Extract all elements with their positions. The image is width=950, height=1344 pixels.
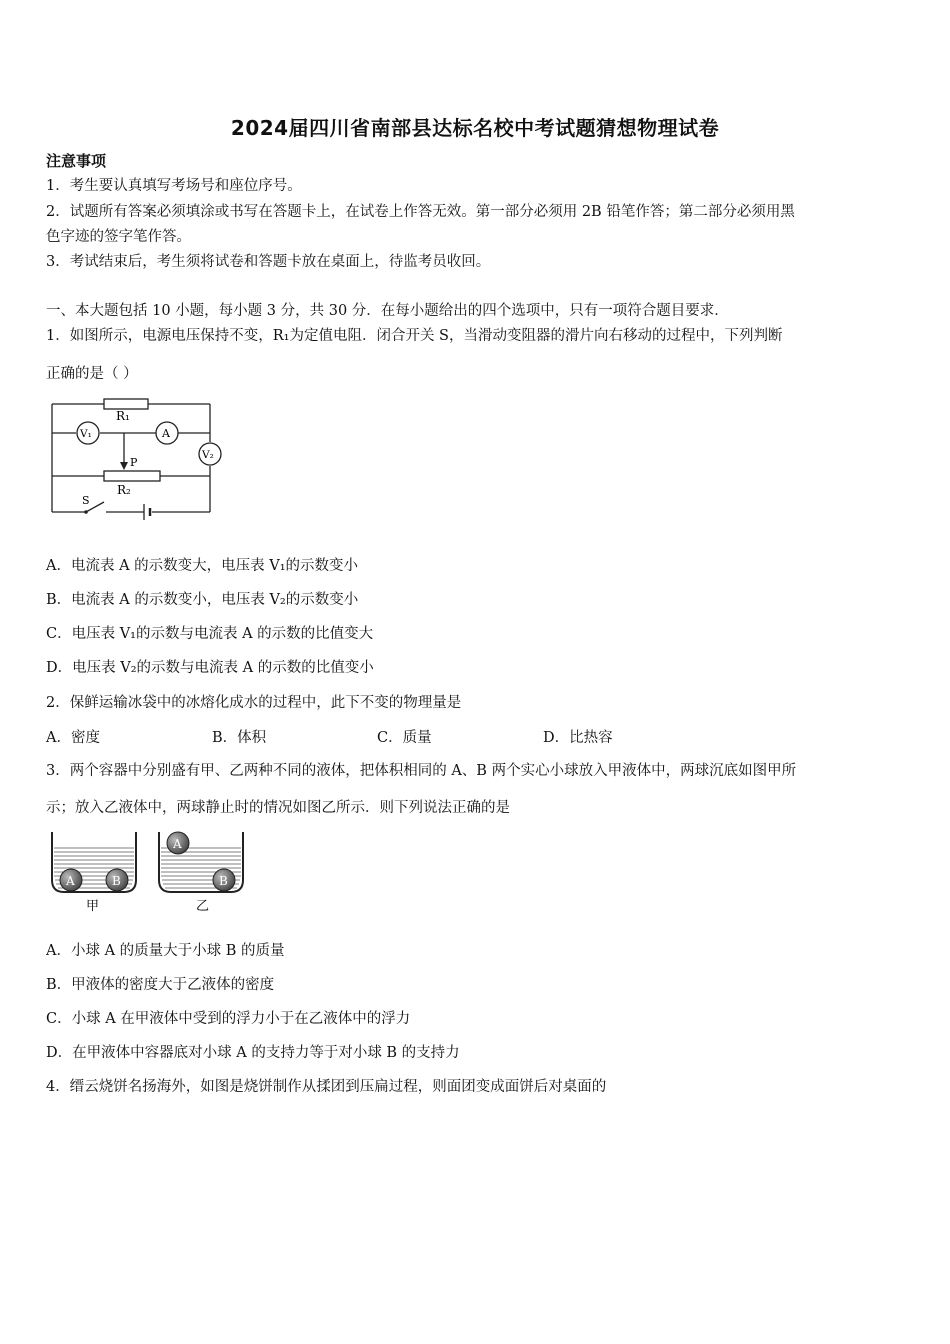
ball-a-yi-label: A bbox=[173, 837, 182, 851]
label-jia: 甲 bbox=[86, 899, 100, 914]
notice-item-2-cont: 色字迹的签字笔作答。 bbox=[46, 229, 191, 245]
q2-option-b: B．体积 bbox=[212, 730, 267, 746]
q2-option-d: D．比热容 bbox=[543, 730, 613, 746]
q2-option-c: C．质量 bbox=[377, 730, 432, 746]
r1-label: R₁ bbox=[116, 409, 130, 423]
container-yi bbox=[159, 832, 243, 914]
r2-label: R₂ bbox=[117, 483, 131, 497]
slider-arrow bbox=[120, 462, 128, 470]
q1-option-d: D．电压表 V₂的示数与电流表 A 的示数的比值变小 bbox=[46, 660, 374, 676]
ball-a-jia-label: A bbox=[66, 874, 75, 888]
r1-resistor bbox=[104, 399, 148, 409]
q3-option-c: C．小球 A 在甲液体中受到的浮力小于在乙液体中的浮力 bbox=[46, 1011, 411, 1027]
p-label: P bbox=[130, 456, 138, 469]
container-jia bbox=[52, 832, 136, 914]
q3-option-d: D．在甲液体中容器底对小球 A 的支持力等于对小球 B 的支持力 bbox=[46, 1045, 460, 1061]
q1-option-b: B．电流表 A 的示数变小，电压表 V₂的示数变小 bbox=[46, 592, 359, 608]
ball-b-yi-label: B bbox=[219, 874, 228, 888]
switch-pivot bbox=[84, 510, 88, 514]
q1-stem-line1: 1．如图所示，电源电压保持不变，R₁为定值电阻．闭合开关 S，当滑动变阻器的滑片向右移动的过程中，下列判断 bbox=[46, 328, 783, 344]
exam-title: 2024届四川省南部县达标名校中考试题猜想物理试卷 bbox=[230, 116, 720, 140]
q3-stem-line2: 示；放入乙液体中，两球静止时的情况如图乙所示．则下列说法正确的是 bbox=[46, 800, 510, 816]
q3-containers-figure bbox=[46, 828, 251, 914]
q2-stem: 2．保鲜运输冰袋中的冰熔化成水的过程中，此下不变的物理量是 bbox=[46, 695, 462, 711]
q2-option-a: A．密度 bbox=[46, 730, 100, 746]
q3-stem-line1: 3．两个容器中分别盛有甲、乙两种不同的液体，把体积相同的 A、B 两个实心小球放入甲液体中，两球沉底如图甲所 bbox=[46, 763, 797, 779]
r2-rheostat bbox=[104, 471, 160, 481]
q1-option-c: C．电压表 V₁的示数与电流表 A 的示数的比值变大 bbox=[46, 626, 374, 642]
notice-heading: 注意事项 bbox=[46, 152, 107, 170]
label-yi: 乙 bbox=[196, 899, 210, 914]
notice-item-3: 3．考试结束后，考生须将试卷和答题卡放在桌面上，待监考员收回。 bbox=[46, 254, 491, 270]
q1-stem-line2: 正确的是（ ） bbox=[46, 366, 138, 382]
v2-label: V₂ bbox=[202, 449, 214, 461]
q1-option-a: A．电流表 A 的示数变大，电压表 V₁的示数变小 bbox=[46, 558, 359, 574]
section-intro: 一、本大题包括 10 小题，每小题 3 分，共 30 分．在每小题给出的四个选项中，只有一项符合题目要求． bbox=[46, 303, 729, 319]
notice-item-2: 2．试题所有答案必须填涂或书写在答题卡上，在试卷上作答无效。第一部分必须用 2B 铅笔作答；第二部分必须用黑 bbox=[46, 204, 795, 220]
q4-stem: 4．缙云烧饼名扬海外，如图是烧饼制作从揉团到压扁过程，则面团变成面饼后对桌面的 bbox=[46, 1079, 607, 1095]
s-label: S bbox=[82, 494, 90, 507]
q3-option-a: A．小球 A 的质量大于小球 B 的质量 bbox=[46, 943, 285, 959]
v1-label: V₁ bbox=[80, 428, 92, 440]
ball-b-jia-label: B bbox=[112, 874, 121, 888]
q3-option-b: B．甲液体的密度大于乙液体的密度 bbox=[46, 977, 275, 993]
q1-circuit-diagram bbox=[44, 394, 224, 520]
notice-item-1: 1．考生要认真填写考场号和座位序号。 bbox=[46, 178, 302, 194]
ammeter-label: A bbox=[162, 427, 170, 440]
